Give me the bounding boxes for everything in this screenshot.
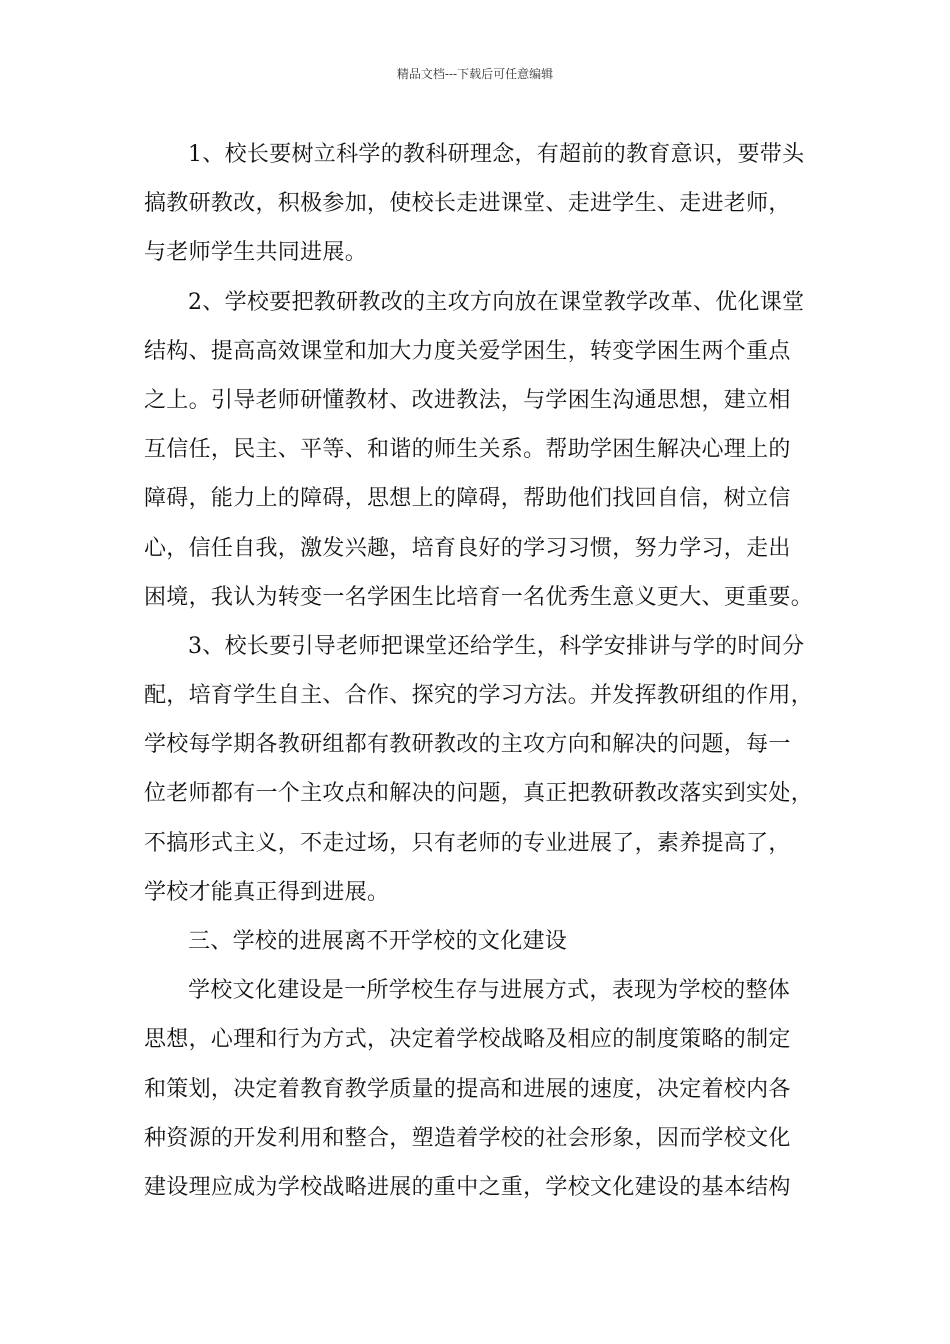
paragraph-line: 种资源的开发利用和整合，塑造着学校的社会形象，因而学校文化 bbox=[144, 1125, 791, 1151]
paragraph-line: 1、校长要树立科学的教科研理念，有超前的教育意识，要带头 bbox=[188, 142, 805, 167]
paragraph-line: 搞教研教改，积极参加，使校长走进课堂、走进学生、走进老师， bbox=[144, 191, 791, 217]
document-body bbox=[144, 130, 824, 1212]
paragraph-line: 之上。引导老师研懂教材、改进教法，与学困生沟通思想，建立相 bbox=[144, 387, 791, 413]
section-heading: 三、学校的进展离不开学校的文化建设 bbox=[188, 929, 568, 954]
paragraph-line: 互信任，民主、平等、和谐的师生关系。帮助学困生解决心理上的 bbox=[144, 437, 791, 463]
paragraph-line: 思想，心理和行为方式，决定着学校战略及相应的制度策略的制定 bbox=[144, 1027, 791, 1053]
paragraph-line: 结构、提高高效课堂和加大力度关爱学困生，转变学困生两个重点 bbox=[144, 338, 791, 364]
paragraph-line: 心，信任自我，激发兴趣，培育良好的学习习惯，努力学习，走出 bbox=[144, 535, 791, 561]
paragraph-line: 和策划，决定着教育教学质量的提高和进展的速度，决定着校内各 bbox=[144, 1076, 791, 1102]
paragraph-line: 学校每学期各教研组都有教研教改的主攻方向和解决的问题，每一 bbox=[144, 732, 791, 758]
paragraph-line: 2、学校要把教研教改的主攻方向放在课堂教学改革、优化课堂 bbox=[188, 289, 805, 315]
page-header: 精品文档---下载后可任意编辑 bbox=[396, 67, 554, 81]
paragraph-line: 与老师学生共同进展。 bbox=[144, 240, 368, 266]
paragraph-line: 学校文化建设是一所学校生存与进展方式，表现为学校的整体 bbox=[188, 978, 791, 1004]
paragraph-line: 位老师都有一个主攻点和解决的问题，真正把教研教改落实到实处， bbox=[144, 781, 814, 807]
paragraph-line: 3、校长要引导老师把课堂还给学生，科学安排讲与学的时间分 bbox=[188, 633, 805, 659]
paragraph-line: 不搞形式主义，不走过场，只有老师的专业进展了，素养提高了， bbox=[144, 830, 791, 856]
paragraph-line: 配，培育学生自主、合作、探究的学习方法。并发挥教研组的作用， bbox=[144, 683, 814, 709]
paragraph-line: 学校才能真正得到进展。 bbox=[144, 879, 390, 905]
paragraph-line: 障碍，能力上的障碍，思想上的障碍，帮助他们找回自信，树立信 bbox=[144, 486, 791, 512]
paragraph-line: 建设理应成为学校战略进展的重中之重，学校文化建设的基本结构 bbox=[144, 1174, 791, 1200]
paragraph-line: 困境，我认为转变一名学困生比培育一名优秀生意义更大、更重要。 bbox=[144, 584, 814, 610]
